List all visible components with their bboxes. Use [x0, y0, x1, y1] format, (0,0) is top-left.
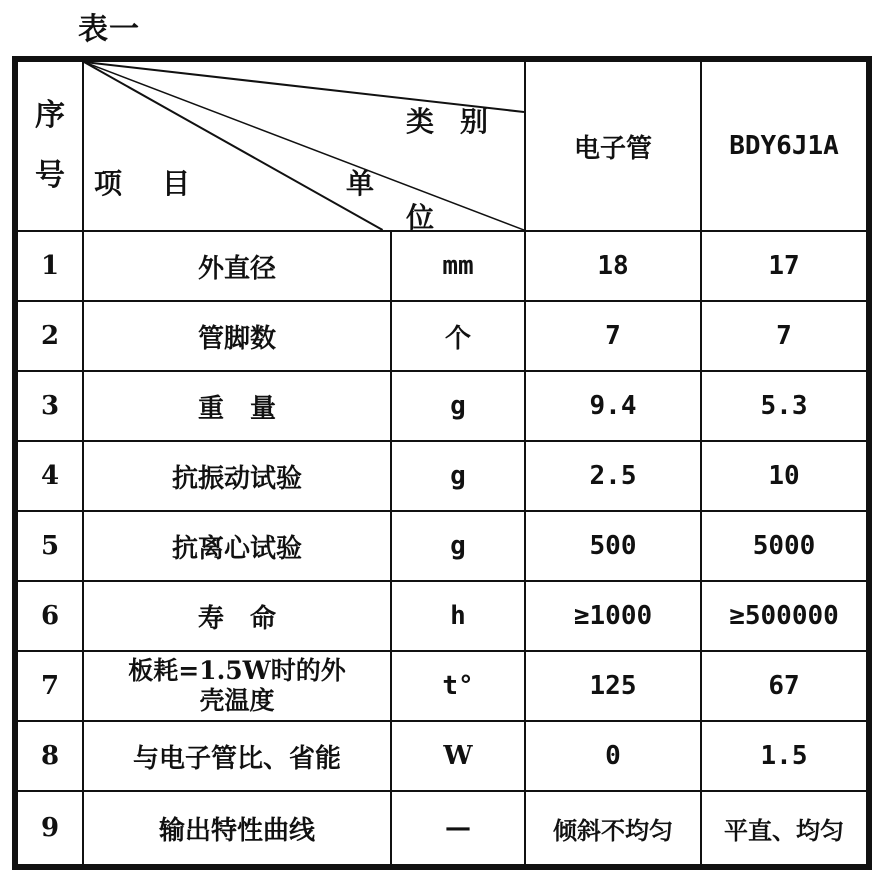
row-bdy-value: 1.5: [701, 721, 869, 791]
table-row: [15, 511, 869, 581]
table-caption: 表一: [78, 12, 140, 47]
header-unit-label-a: 单: [346, 167, 375, 200]
row-item: 抗离心试验: [83, 511, 391, 581]
row-bdy-value: 17: [701, 231, 869, 301]
row-item: 寿 命: [83, 581, 391, 651]
table-row: [15, 231, 869, 301]
row-unit: h: [391, 581, 525, 651]
row-bdy-value: 7: [701, 301, 869, 371]
row-tube-value: 9.4: [525, 371, 701, 441]
header-index-label: 序 号: [35, 98, 65, 193]
row-index: 5: [15, 511, 83, 581]
row-tube-value: 18: [525, 231, 701, 301]
row-bdy-value: 5.3: [701, 371, 869, 441]
row-item: 抗振动试验: [83, 441, 391, 511]
row-item: 与电子管比、省能: [83, 721, 391, 791]
table-row: [15, 441, 869, 511]
row-index: 8: [15, 721, 83, 791]
header-tube: 电子管: [525, 59, 701, 231]
row-unit: g: [391, 371, 525, 441]
row-index: 9: [15, 791, 83, 867]
row-unit: 个: [391, 301, 525, 371]
row-index: 6: [15, 581, 83, 651]
row-bdy-value: 67: [701, 651, 869, 721]
row-item-text: 板耗=1.5W时的外壳温度: [128, 656, 346, 715]
table-row: [15, 371, 869, 441]
row-tube-value: ≥1000: [525, 581, 701, 651]
row-unit: mm: [391, 231, 525, 301]
row-unit: —: [391, 791, 525, 867]
row-unit: W: [391, 721, 525, 791]
row-item: 管脚数: [83, 301, 391, 371]
row-index: 4: [15, 441, 83, 511]
row-item: 输出特性曲线: [83, 791, 391, 867]
row-tube-value: 倾斜不均匀: [525, 791, 701, 867]
diagonal-lines: [84, 62, 524, 230]
row-index: 7: [15, 651, 83, 721]
row-tube-value: 500: [525, 511, 701, 581]
row-item: 外直径: [83, 231, 391, 301]
row-item: 重 量: [83, 371, 391, 441]
row-index: 3: [15, 371, 83, 441]
table-row: [15, 301, 869, 371]
table-row: [15, 581, 869, 651]
row-bdy-value: 平直、均匀: [701, 791, 869, 867]
row-index: 2: [15, 301, 83, 371]
table-row: [15, 791, 869, 867]
spec-table: [12, 56, 872, 870]
row-index: 1: [15, 231, 83, 301]
table-row: [15, 721, 869, 791]
row-bdy-value: ≥500000: [701, 581, 869, 651]
row-bdy-value: 10: [701, 441, 869, 511]
row-bdy-value: 5000: [701, 511, 869, 581]
header-bdy: BDY6J1A: [701, 59, 869, 231]
row-tube-value: 125: [525, 651, 701, 721]
header-category-label: 类别: [405, 105, 514, 138]
row-unit: g: [391, 441, 525, 511]
table-row: [15, 651, 869, 721]
row-tube-value: 7: [525, 301, 701, 371]
row-unit: g: [391, 511, 525, 581]
row-tube-value: 0: [525, 721, 701, 791]
header-diagonal-cell: [83, 59, 525, 231]
row-item: [83, 651, 391, 721]
header-index: [15, 59, 83, 231]
row-tube-value: 2.5: [525, 441, 701, 511]
header-unit-label-b: 位: [406, 201, 435, 231]
header-item-label: 项目: [94, 167, 231, 200]
header-row: [15, 59, 869, 231]
row-unit: t°: [391, 651, 525, 721]
